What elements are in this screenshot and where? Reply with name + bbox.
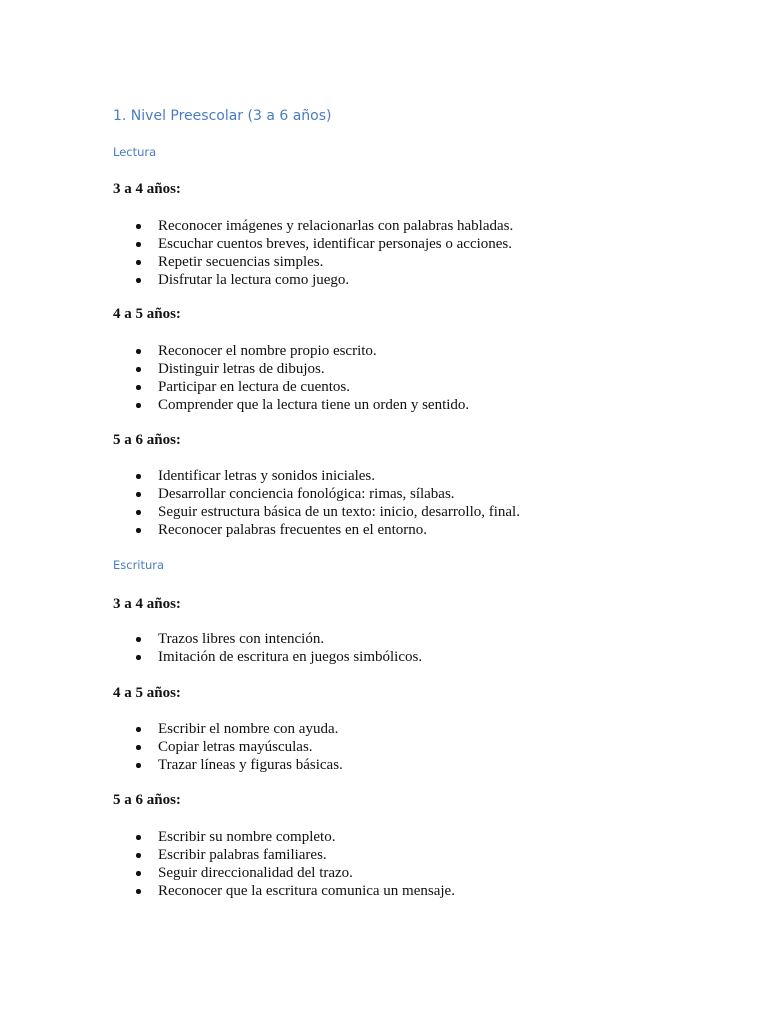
bullet-list bbox=[113, 217, 513, 289]
subsection-heading-lectura: Lectura bbox=[113, 145, 157, 159]
list-item: Trazar líneas y figuras básicas. bbox=[113, 756, 343, 774]
list-item: Imitación de escritura en juegos simbólicos. bbox=[113, 648, 422, 666]
section-title: 1. Nivel Preescolar (3 a 6 años) bbox=[113, 108, 332, 124]
list-item: Seguir direccionalidad del trazo. bbox=[113, 864, 455, 882]
list-item: Reconocer que la escritura comunica un mensaje. bbox=[113, 882, 455, 900]
subsection-heading-escritura: Escritura bbox=[113, 558, 165, 572]
age-heading: 3 a 4 años: bbox=[113, 596, 181, 612]
list-item: Desarrollar conciencia fonológica: rimas, sílabas. bbox=[113, 485, 520, 503]
age-heading: 3 a 4 años: bbox=[113, 181, 181, 197]
bullet-list bbox=[113, 720, 343, 774]
list-item: Reconocer palabras frecuentes en el entorno. bbox=[113, 521, 520, 539]
bullet-list bbox=[113, 630, 422, 666]
list-item: Escribir palabras familiares. bbox=[113, 846, 455, 864]
list-item: Escribir el nombre con ayuda. bbox=[113, 720, 343, 738]
list-item: Repetir secuencias simples. bbox=[113, 253, 513, 271]
age-heading: 4 a 5 años: bbox=[113, 685, 181, 701]
list-item: Distinguir letras de dibujos. bbox=[113, 360, 469, 378]
age-heading: 5 a 6 años: bbox=[113, 792, 181, 808]
bullet-list bbox=[113, 342, 469, 414]
list-item: Disfrutar la lectura como juego. bbox=[113, 271, 513, 289]
age-heading: 4 a 5 años: bbox=[113, 306, 181, 322]
list-item: Trazos libres con intención. bbox=[113, 630, 422, 648]
age-heading: 5 a 6 años: bbox=[113, 432, 181, 448]
list-item: Participar en lectura de cuentos. bbox=[113, 378, 469, 396]
list-item: Escribir su nombre completo. bbox=[113, 828, 455, 846]
list-item: Escuchar cuentos breves, identificar personajes o acciones. bbox=[113, 235, 513, 253]
list-item: Reconocer el nombre propio escrito. bbox=[113, 342, 469, 360]
bullet-list bbox=[113, 828, 455, 900]
list-item: Identificar letras y sonidos iniciales. bbox=[113, 467, 520, 485]
list-item: Comprender que la lectura tiene un orden y sentido. bbox=[113, 396, 469, 414]
list-item: Copiar letras mayúsculas. bbox=[113, 738, 343, 756]
bullet-list bbox=[113, 467, 520, 539]
list-item: Reconocer imágenes y relacionarlas con palabras habladas. bbox=[113, 217, 513, 235]
list-item: Seguir estructura básica de un texto: inicio, desarrollo, final. bbox=[113, 503, 520, 521]
